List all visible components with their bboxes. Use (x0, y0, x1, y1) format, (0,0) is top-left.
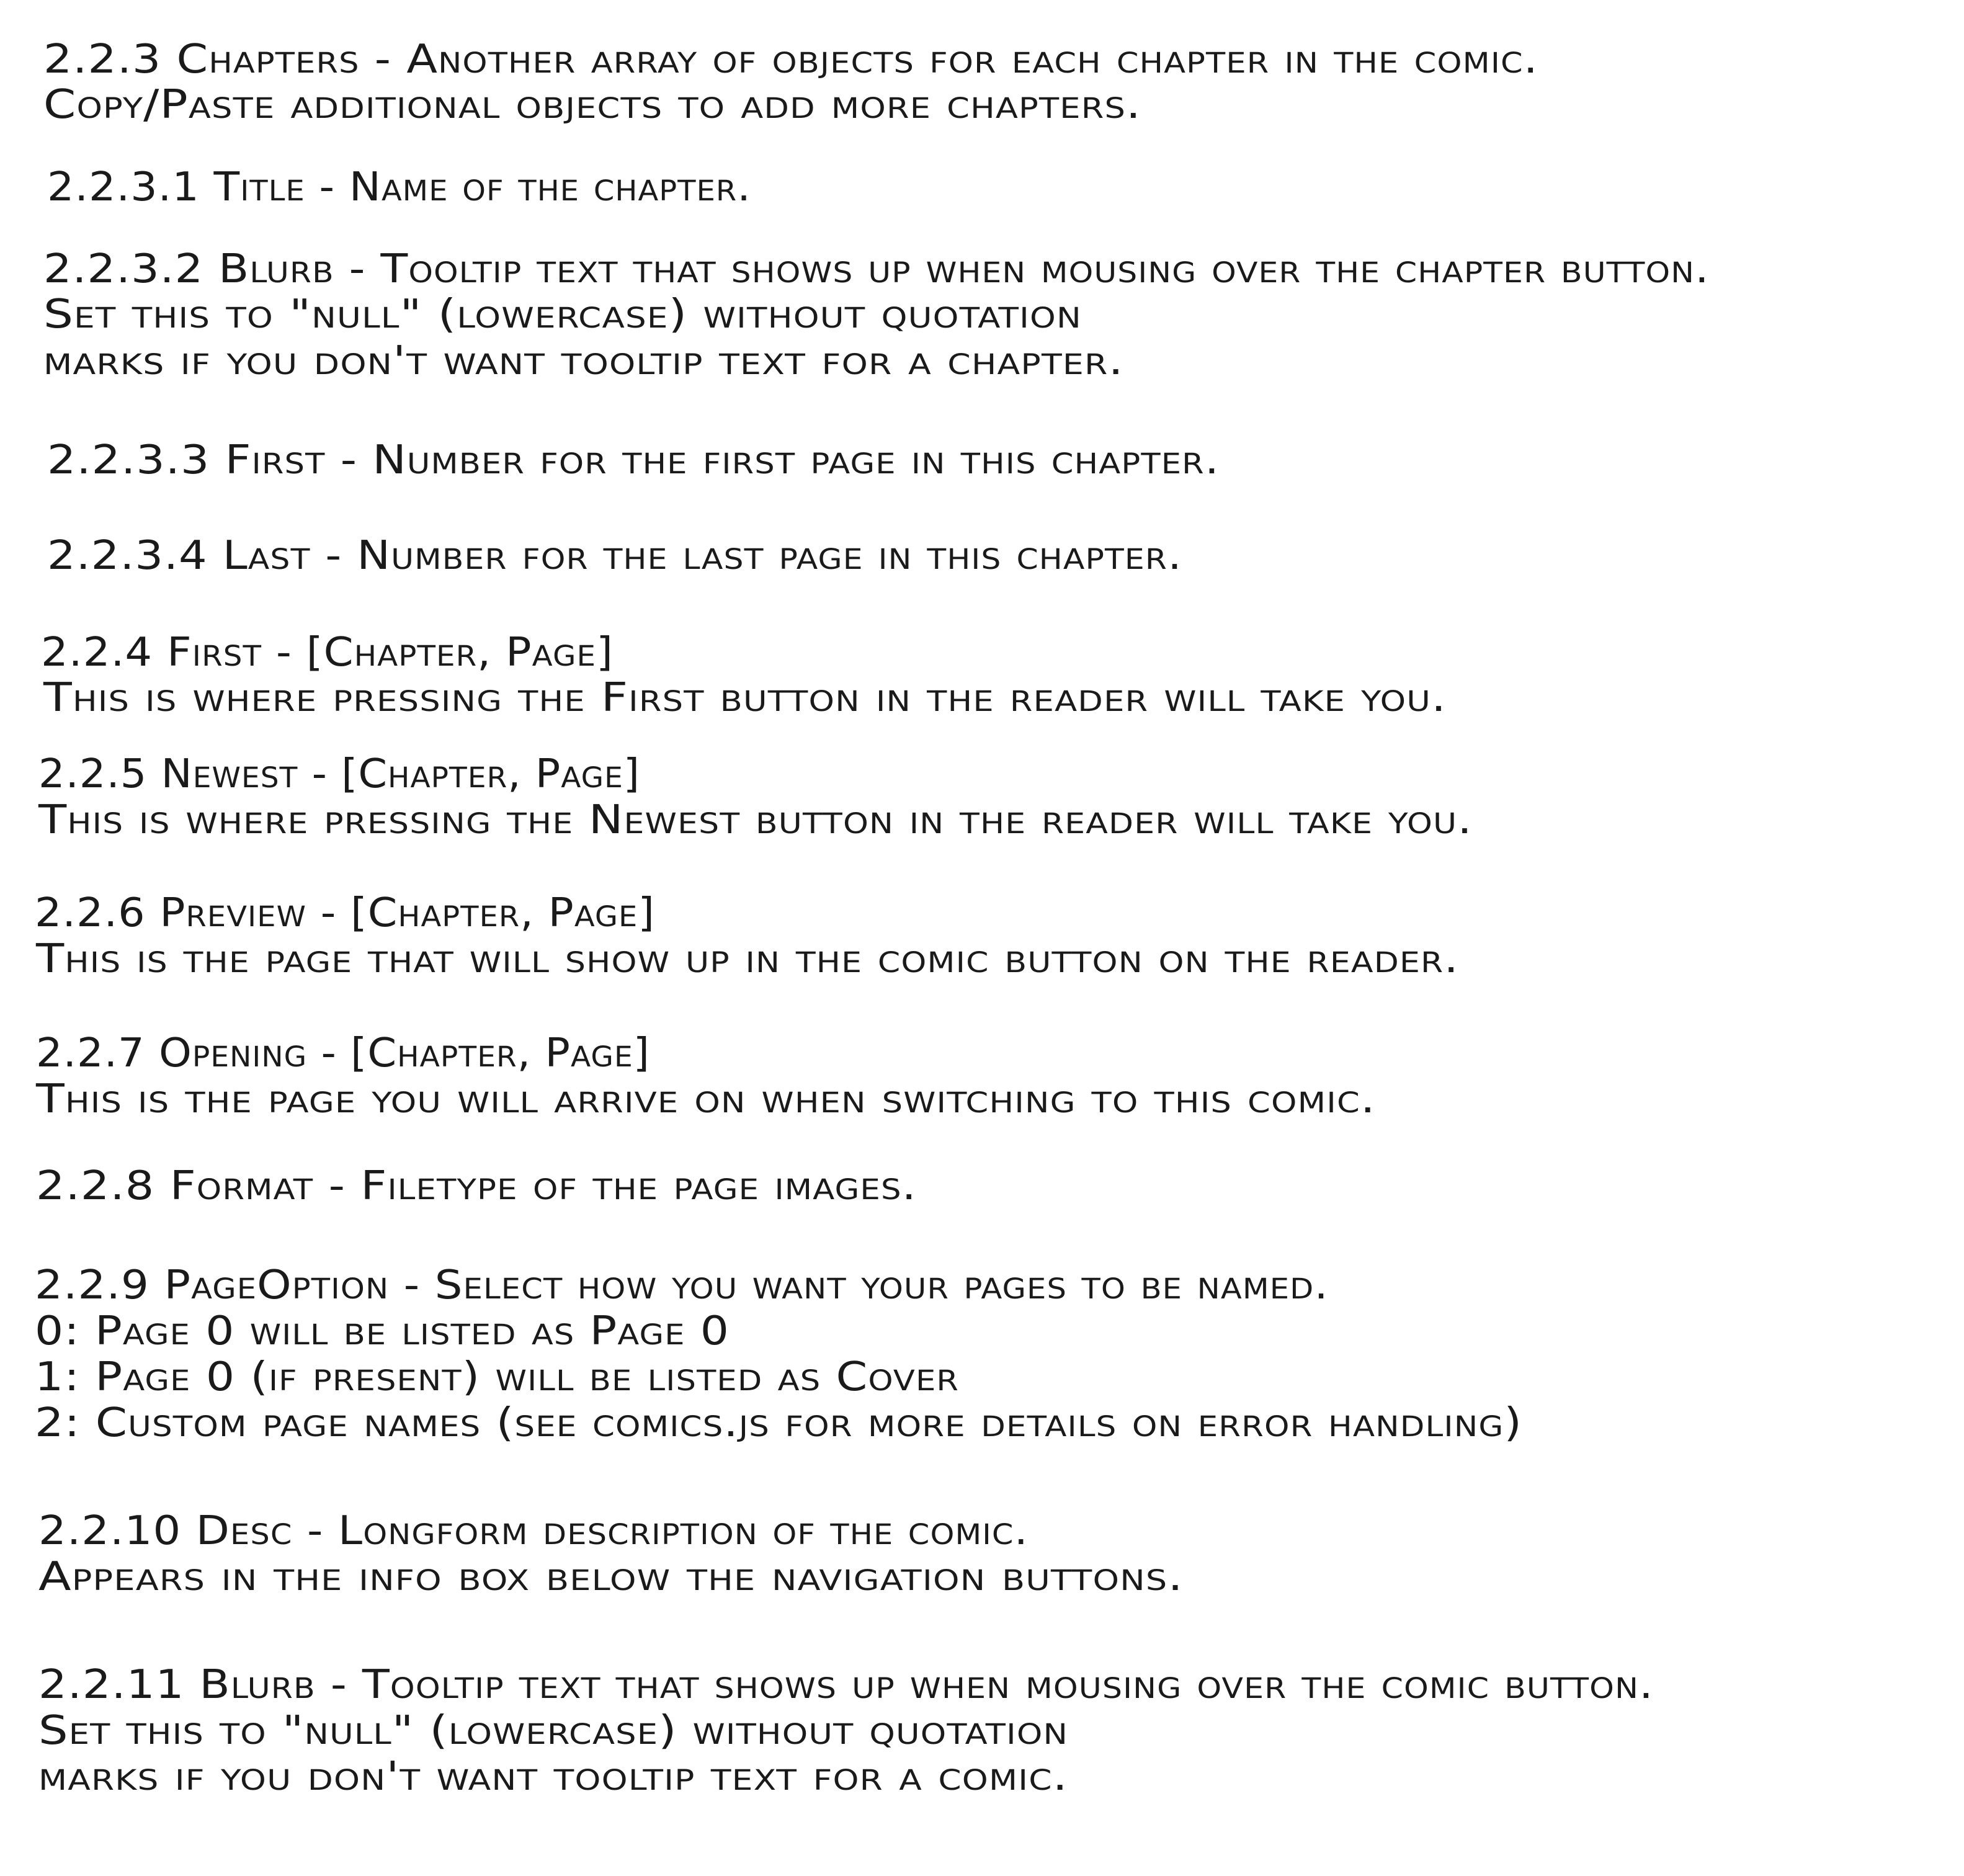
section-2-2-7-line-1: 2.2.7 Opening - [Chapter, Page] (36, 1030, 650, 1076)
section-2-2-10-line-2: Appears in the info box below the navigation buttons. (38, 1554, 1184, 1600)
section-2-2-3-2-line-2: Set this to "null" (lowercase) without quotation (43, 292, 1082, 337)
section-2-2-10-line-1: 2.2.10 Desc - Longform description of the comic. (38, 1508, 1029, 1554)
section-2-2-11-line-2: Set this to "null" (lowercase) without quotation (38, 1708, 1069, 1754)
section-2-2-3-3-line-1: 2.2.3.3 First - Number for the first page in this chapter. (47, 437, 1220, 483)
section-2-2-6-line-2: This is the page that will show up in the comic button on the reader. (36, 936, 1460, 982)
section-2-2-11-line-1: 2.2.11 Blurb - Tooltip text that shows up when mousing over the comic button. (38, 1662, 1654, 1708)
section-2-2-3-line-2: Copy/Paste additional objects to add more chapters. (43, 82, 1142, 128)
section-2-2-4-line-2: This is where pressing the First button in the reader will take you. (43, 675, 1447, 721)
section-2-2-3-4-line-1: 2.2.3.4 Last - Number for the last page in this chapter. (47, 533, 1183, 579)
section-2-2-9-line-2: 0: Page 0 will be listed as Page 0 (35, 1308, 730, 1354)
section-2-2-9-line-4: 2: Custom page names (see comics.js for more details on error handling) (35, 1400, 1523, 1446)
section-2-2-3-2-line-1: 2.2.3.2 Blurb - Tooltip text that shows up when mousing over the chapter button. (43, 246, 1710, 292)
section-2-2-6-line-1: 2.2.6 Preview - [Chapter, Page] (35, 890, 655, 936)
section-2-2-3-1-line-1: 2.2.3.1 Title - Name of the chapter. (47, 164, 751, 210)
section-2-2-7-line-2: This is the page you will arrive on when switching to this comic. (36, 1076, 1376, 1122)
section-2-2-5-line-1: 2.2.5 Newest - [Chapter, Page] (38, 751, 640, 797)
section-2-2-3-line-1: 2.2.3 Chapters - Another array of objects for each chapter in the comic. (43, 37, 1538, 83)
section-2-2-3-2-line-3: marks if you don't want tooltip text for a chapter. (43, 338, 1124, 384)
section-2-2-8-line-1: 2.2.8 Format - Filetype of the page images. (36, 1163, 917, 1209)
section-2-2-5-line-2: This is where pressing the Newest button in the reader will take you. (38, 797, 1473, 843)
section-2-2-11-line-3: marks if you don't want tooltip text for a comic. (38, 1754, 1069, 1800)
section-2-2-4-line-1: 2.2.4 First - [Chapter, Page] (41, 630, 614, 676)
section-2-2-9-line-1: 2.2.9 PageOption - Select how you want your pages to be named. (35, 1262, 1329, 1308)
section-2-2-9-line-3: 1: Page 0 (if present) will be listed as Cover (35, 1354, 960, 1400)
